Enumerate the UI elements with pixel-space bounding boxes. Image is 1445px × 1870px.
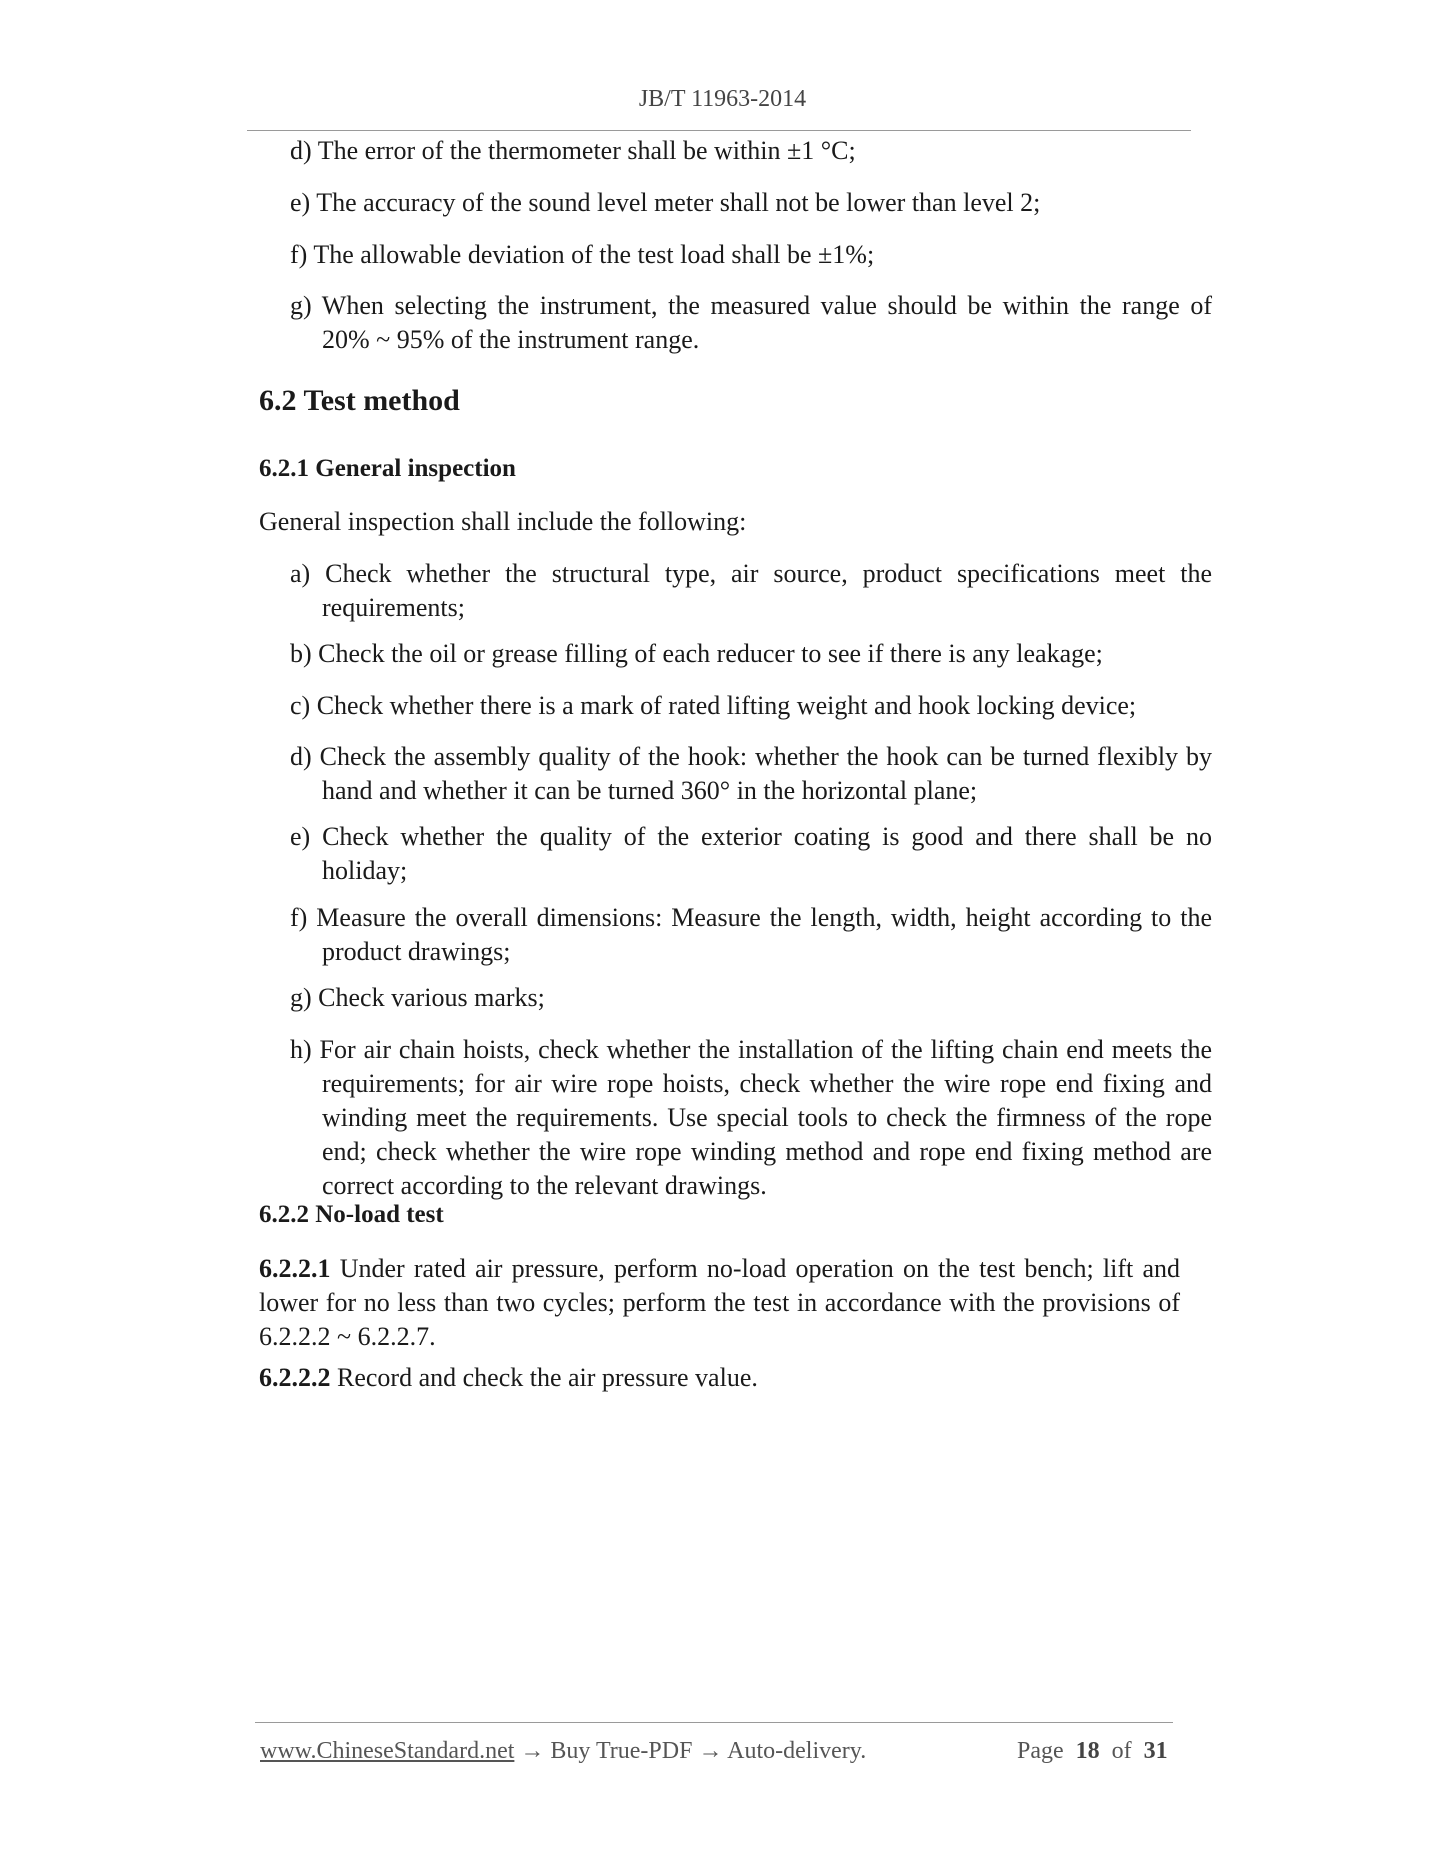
page-label: Page bbox=[1017, 1738, 1064, 1764]
list-item: b) Check the oil or grease filling of each reducer to see if there is any leakage; bbox=[290, 639, 1103, 668]
footer-links bbox=[260, 1738, 866, 1765]
site-link[interactable]: www.ChineseStandard.net bbox=[260, 1738, 515, 1764]
clause-6-2-2-1 bbox=[259, 1252, 1180, 1354]
list-item: g) Check various marks; bbox=[290, 983, 545, 1012]
section-heading-6-2-1: 6.2.1 General inspection bbox=[259, 455, 516, 482]
list-item: d) The error of the thermometer shall be within ±1 °C; bbox=[290, 136, 856, 165]
list-item: g) When selecting the instrument, the measured value should be within the range of 20% ~ 95% of the instrument range. bbox=[290, 291, 1212, 354]
list-item: h) For air chain hoists, check whether the installation of the lifting chain end meets the requirements; for air wire rope hoists, check whether the wire rope end fixing and winding meet the requirements. Use special tools to check the firmness of the rope end; check whether the wire rope winding method and rope end fixing method are correct according to the relevant drawings. bbox=[290, 1035, 1212, 1200]
page-total: 31 bbox=[1143, 1738, 1168, 1764]
of-label: of bbox=[1111, 1738, 1132, 1764]
clause-6-2-2-2 bbox=[259, 1361, 1180, 1395]
page-number: 18 bbox=[1075, 1738, 1100, 1764]
auto-delivery-text: Auto-delivery. bbox=[727, 1738, 867, 1764]
list-item: f) The allowable deviation of the test load shall be ±1%; bbox=[290, 240, 875, 269]
clause-text: Record and check the air pressure value. bbox=[330, 1363, 758, 1392]
arrow-icon: → bbox=[520, 1738, 545, 1764]
page-header: JB/T 11963-2014 bbox=[638, 86, 807, 112]
list-item: e) The accuracy of the sound level meter shall not be lower than level 2; bbox=[290, 188, 1041, 217]
clause-text: Under rated air pressure, perform no-load operation on the test bench; lift and lower for no less than two cycles; perform the test in accordance with the provisions of 6.2.2.2 ~ 6.2.2.7. bbox=[259, 1254, 1180, 1351]
arrow-icon: → bbox=[698, 1738, 723, 1764]
section-heading-6-2-2: 6.2.2 No-load test bbox=[259, 1201, 444, 1228]
page-indicator bbox=[1017, 1738, 1168, 1765]
list-item: e) Check whether the quality of the exterior coating is good and there shall be no holiday; bbox=[290, 822, 1212, 885]
list-item: d) Check the assembly quality of the hook: whether the hook can be turned flexibly by hand and whether it can be turned 360° in the horizontal plane; bbox=[290, 742, 1212, 805]
clause-number: 6.2.2.2 bbox=[259, 1363, 331, 1392]
section-intro: General inspection shall include the following: bbox=[259, 507, 747, 536]
list-item: c) Check whether there is a mark of rated lifting weight and hook locking device; bbox=[290, 691, 1137, 720]
clause-number: 6.2.2.1 bbox=[259, 1254, 331, 1283]
footer-divider bbox=[255, 1722, 1173, 1723]
buy-pdf-text: Buy True-PDF bbox=[550, 1738, 693, 1764]
list-item: a) Check whether the structural type, air source, product specifications meet the requirements; bbox=[290, 559, 1212, 622]
list-item: f) Measure the overall dimensions: Measure the length, width, height according to the product drawings; bbox=[290, 903, 1212, 966]
section-heading-6-2: 6.2 Test method bbox=[259, 384, 460, 417]
